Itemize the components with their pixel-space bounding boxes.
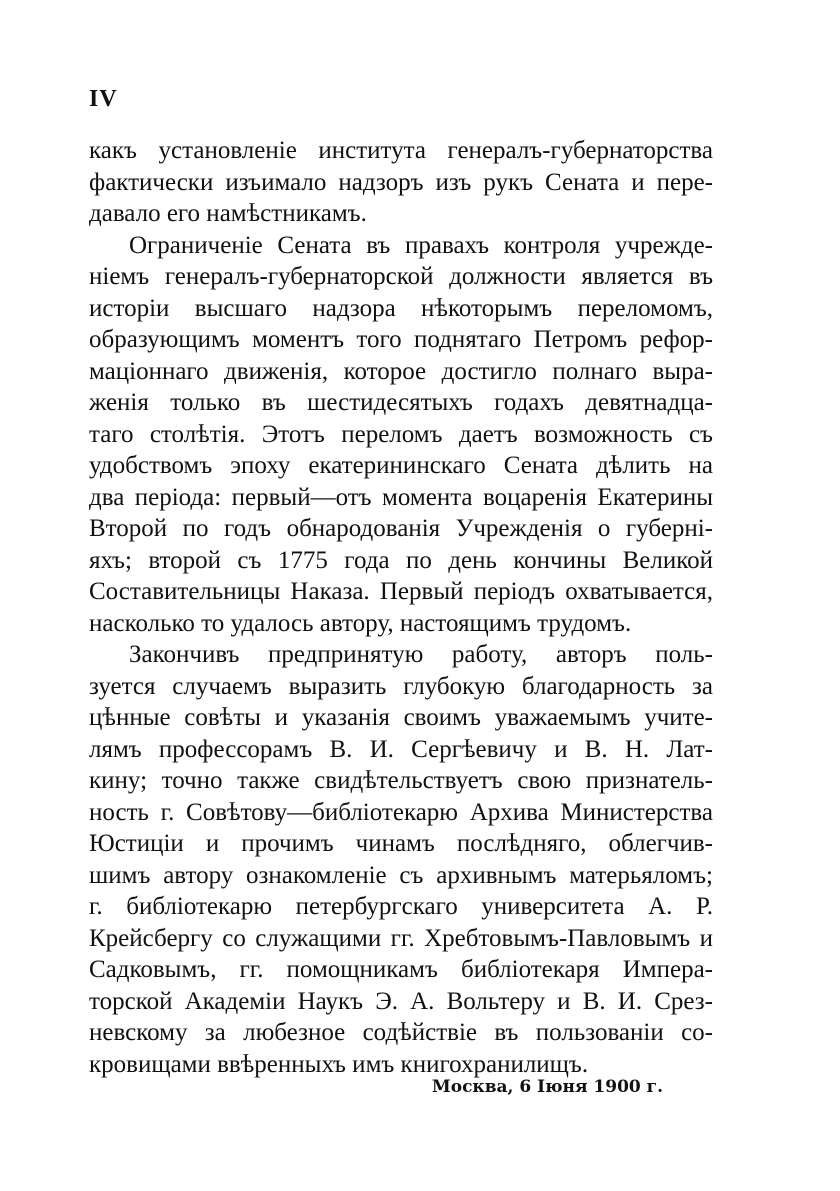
text-line: кровищами ввѣренныхъ имъ книгохранилищъ. (89, 1050, 589, 1078)
text-line: Ограниченіе Сената въ правахъ контроля учрежде- (129, 231, 713, 259)
paragraph-3 (89, 639, 713, 1080)
text-line: Крейсбергу со служащими гг. Хребтовымъ-Павловымъ и (89, 924, 713, 952)
text-line: женія только въ шестидесятыхъ годахъ девятнадца- (89, 389, 713, 416)
text-line: Составительницы Наказа. Первый періодъ охватывается, (89, 578, 713, 605)
text-line: фактически изъимало надзоръ изъ рукъ Сената и пере- (89, 168, 713, 196)
text-line: таго столѣтія. Этотъ переломъ даетъ возможность съ (89, 420, 713, 448)
text-line: какъ установленіе института генералъ-губернаторства (89, 137, 713, 164)
text-line: яхъ; второй съ 1775 года по день кончины Великой (89, 546, 713, 574)
page-number: IV (89, 86, 118, 112)
body-text (89, 135, 713, 1080)
text-line: цѣнные совѣты и указанія своимъ уважаемымъ учите- (89, 704, 713, 731)
place-date-signature: Москва, 6 Іюня 1900 г. (431, 1077, 663, 1097)
text-line: невскому за любезное содѣйствіе въ пользованіи со- (89, 1019, 713, 1046)
text-line: давало его намѣстникамъ. (89, 200, 367, 227)
text-line: маціоннаго движенія, которое достигло полнаго выра- (89, 357, 713, 385)
text-line: Юстиціи и прочимъ чинамъ послѣдняго, облегчив- (89, 830, 713, 857)
text-line: удобствомъ эпоху екатерининскаго Сената дѣлить на (89, 452, 713, 479)
text-line: образующимъ моментъ того поднятаго Петромъ рефор- (89, 326, 713, 353)
text-line: исторіи высшаго надзора нѣкоторымъ переломомъ, (89, 294, 713, 322)
text-line: Закончивъ предпринятую работу, авторъ поль- (129, 641, 713, 668)
text-line: торской Академіи Наукъ Э. А. Вольтеру и В. И. Срез- (89, 987, 713, 1015)
text-line: два періода: первый—отъ момента воцаренія Екатерины (89, 483, 713, 511)
text-line: кину; точно также свидѣтельствуетъ свою признатель- (89, 767, 713, 794)
paragraph-2 (89, 230, 713, 640)
paragraph-1 (89, 135, 713, 230)
text-line: шимъ автору ознакомленіе съ архивнымъ матерьяломъ; (89, 861, 713, 889)
text-line: лямъ профессорамъ В. И. Сергѣевичу и В. Н. Лат- (89, 735, 713, 763)
text-line: насколько то удалось автору, настоящимъ трудомъ. (89, 609, 632, 637)
text-line: г. библіотекарю петербургскаго университета А. Р. (89, 893, 713, 920)
text-line: Второй по годъ обнародованія Учрежденія о губерні- (89, 515, 713, 542)
text-line: зуется случаемъ выразить глубокую благодарность за (89, 672, 713, 700)
text-line: ніемъ генералъ-губернаторской должности является въ (89, 263, 713, 290)
text-line: ность г. Совѣтову—библіотекарю Архива Министерства (89, 798, 713, 826)
text-line: Садковымъ, гг. помощникамъ библіотекаря Импера- (89, 956, 713, 983)
